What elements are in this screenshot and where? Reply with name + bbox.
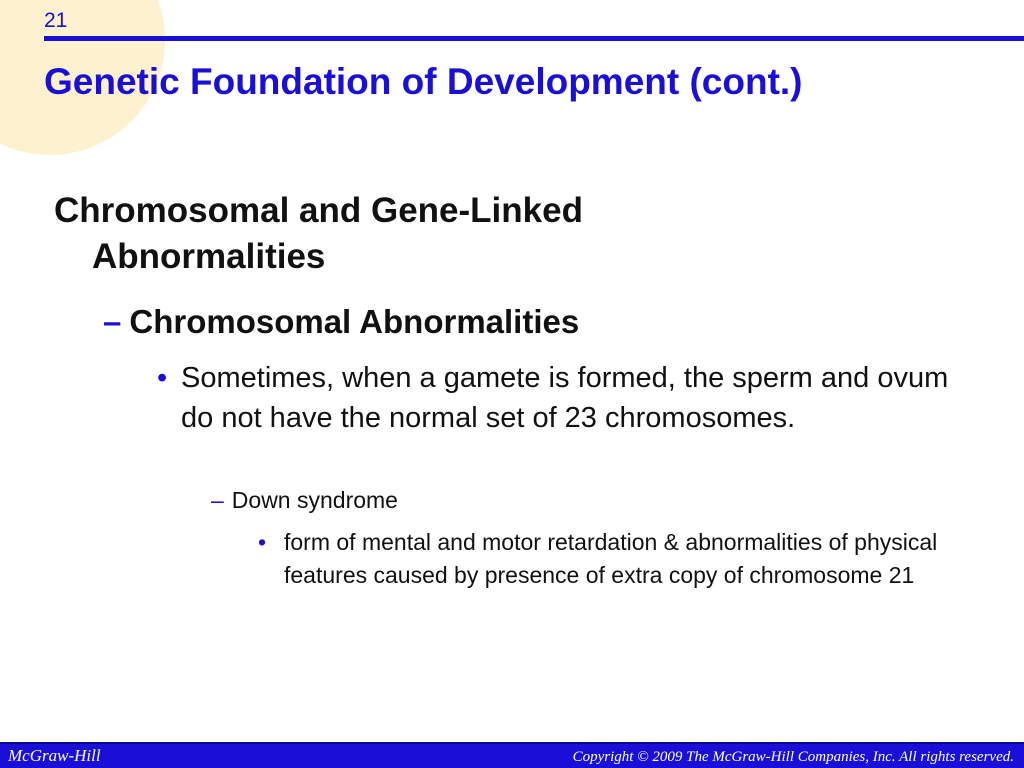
bullet-level-1: Chromosomal and Gene-Linked Abnormalities: [54, 191, 583, 276]
dash-marker: –: [103, 303, 122, 340]
copyright-notice: Copyright © 2009 The McGraw-Hill Companies, Inc. All rights reserved.: [572, 749, 1014, 765]
bullet-level-5-text: form of mental and motor retardation & abnormalities of physical features caused by presence of extra copy of chromosome 21: [284, 529, 938, 588]
bullet-level-2: [103, 300, 579, 344]
bullet-level-3: [157, 358, 971, 438]
bullet-level-2-text: Chromosomal Abnormalities: [129, 303, 580, 340]
slide-number: 21: [44, 9, 68, 32]
bullet-marker: •: [157, 362, 168, 394]
bullet-level-5: [258, 526, 1004, 592]
slide-title: Genetic Foundation of Development (cont.): [44, 61, 803, 102]
bullet-level-4-text: Down syndrome: [231, 487, 398, 513]
footer-bar: [0, 742, 1024, 768]
dash-marker: –: [211, 487, 224, 513]
bullet-level-4: [211, 484, 398, 516]
title-divider: [44, 36, 1024, 41]
bullet-marker: •: [258, 529, 267, 555]
publisher-label: McGraw-Hill: [8, 746, 101, 765]
bullet-level-3-text: Sometimes, when a gamete is formed, the sperm and ovum do not have the normal set of 23 chromosomes.: [181, 362, 949, 434]
